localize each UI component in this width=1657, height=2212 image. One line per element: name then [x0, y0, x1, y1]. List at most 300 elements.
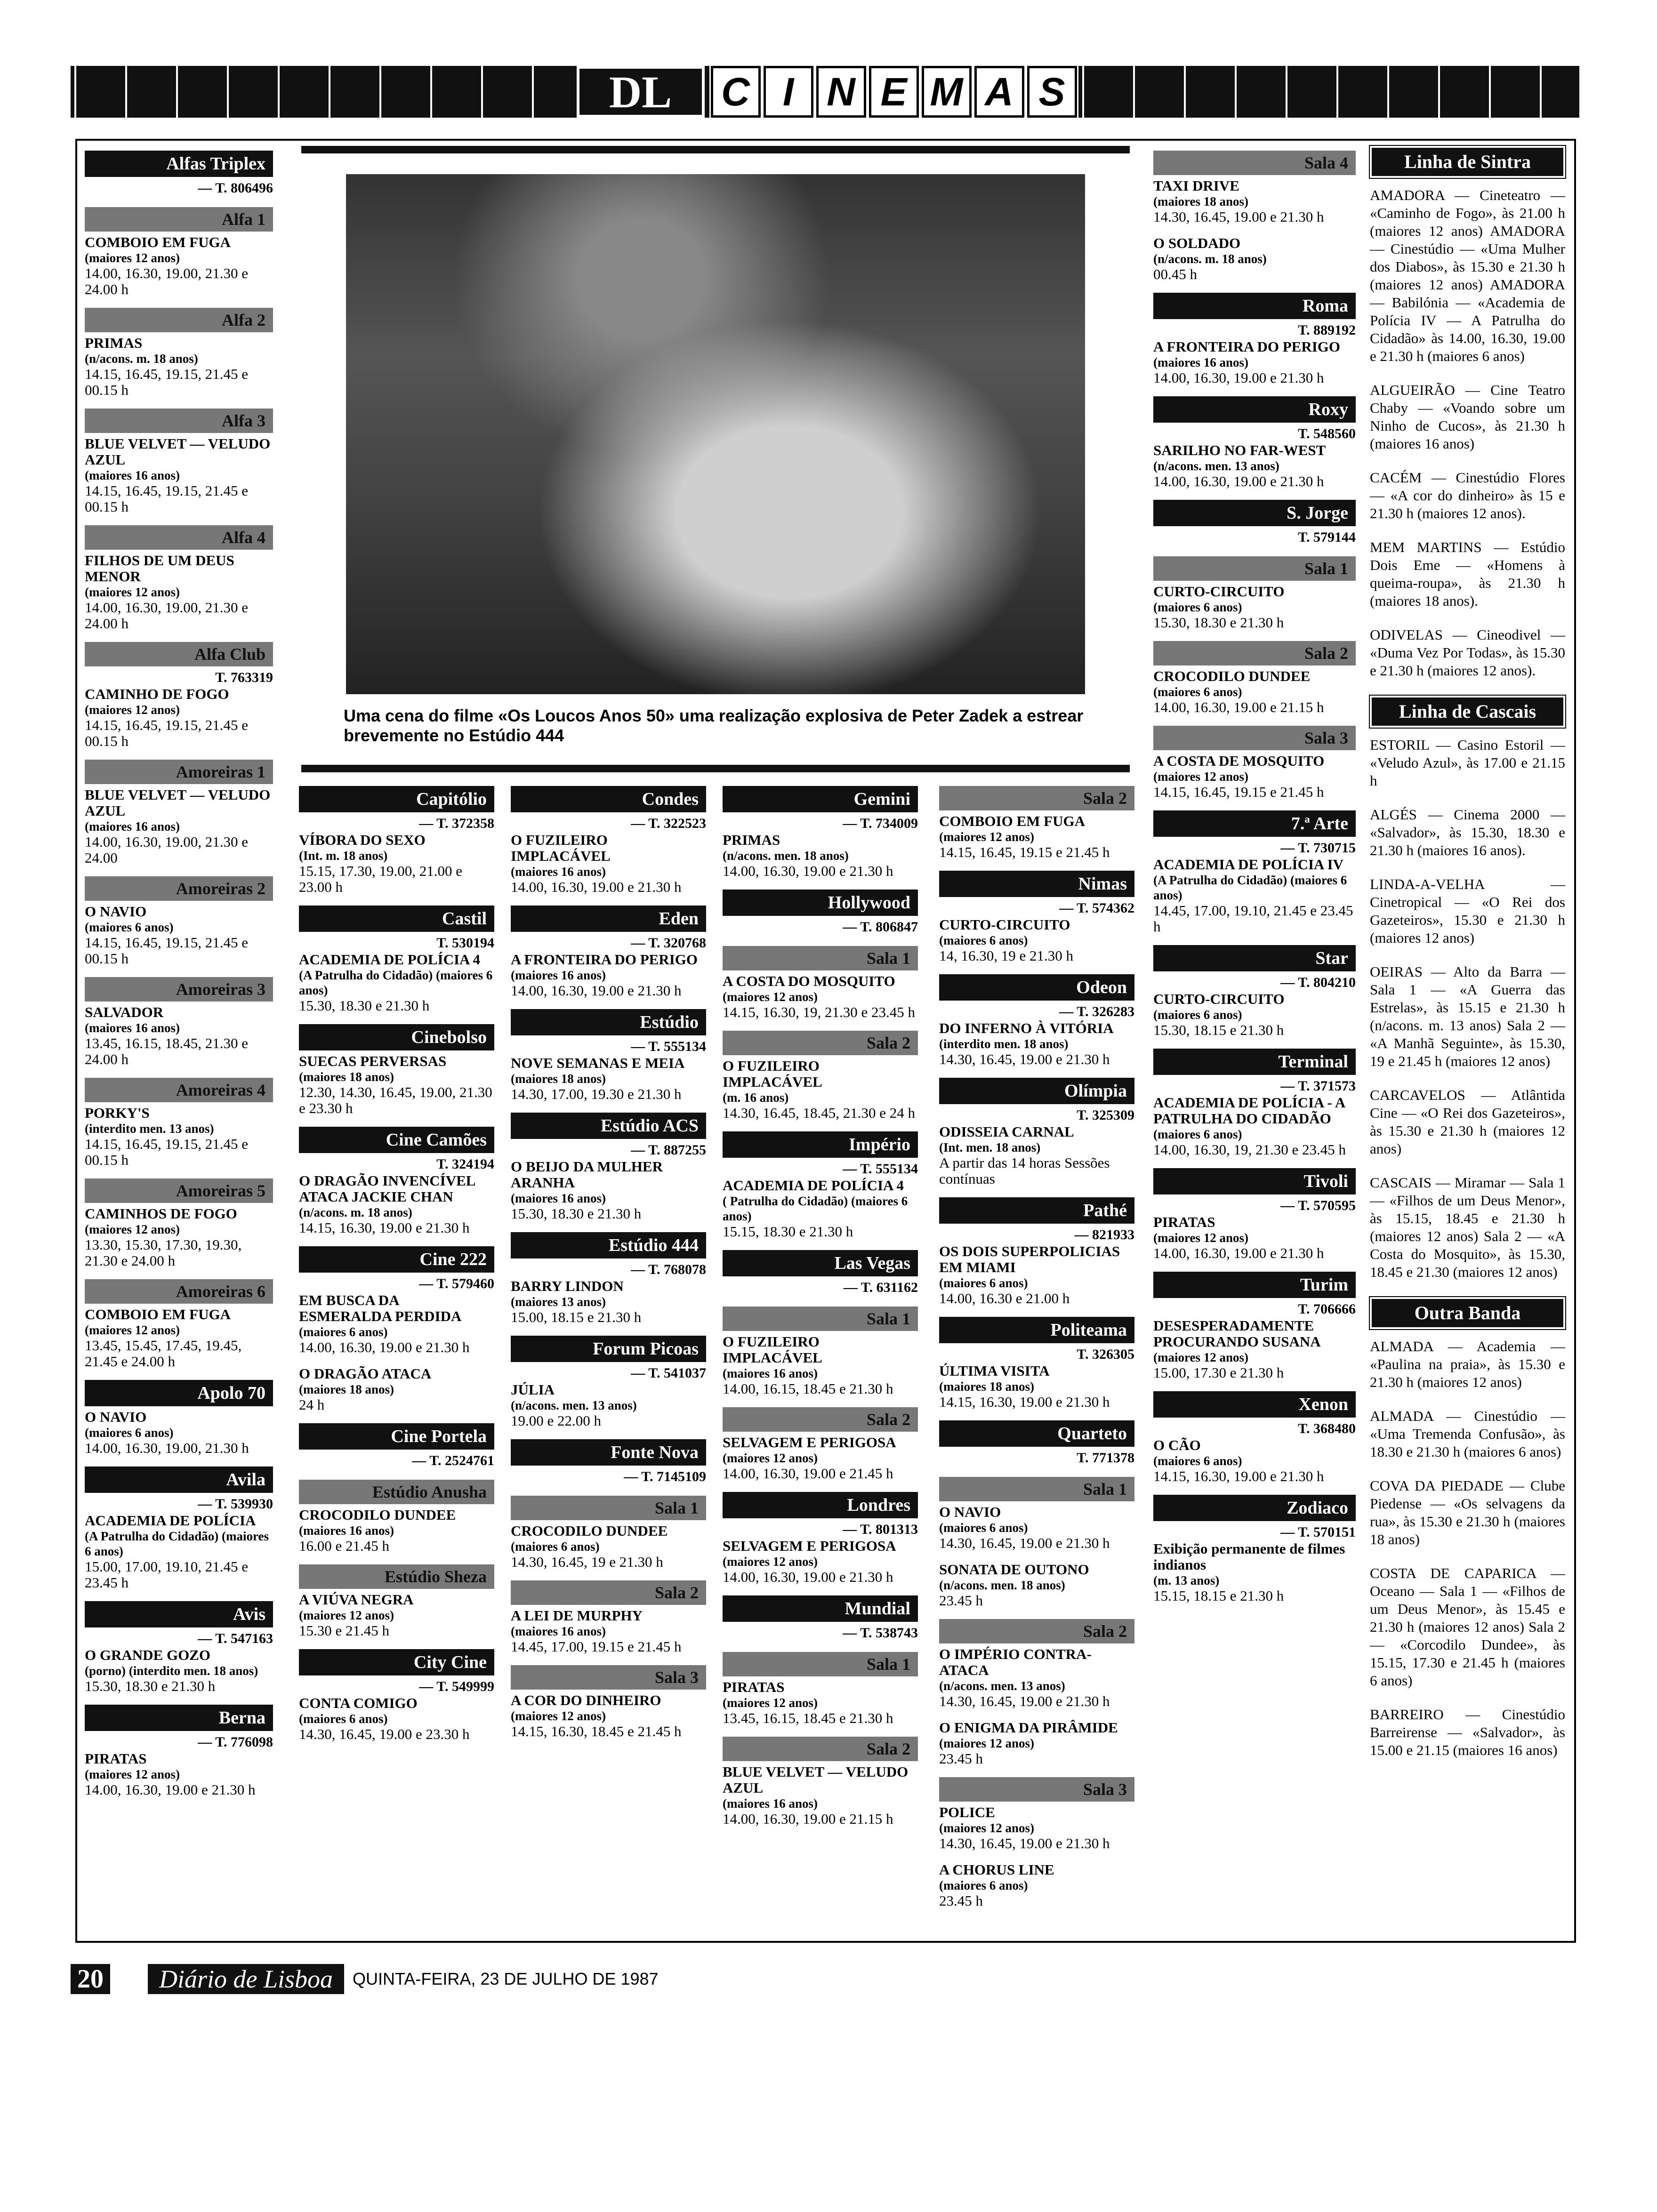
- screen-name: Sala 1: [723, 946, 918, 970]
- column-7: [1370, 146, 1565, 1775]
- regional-listing: ESTORIL — Casino Estoril — «Veludo Azul», às 17.00 e 21.15 h: [1370, 737, 1565, 789]
- cinema-listing: [1153, 1049, 1356, 1158]
- cinema-listing: [723, 1652, 918, 1726]
- phone-number: T. 548560: [1298, 426, 1356, 441]
- screen-name: Sala 4: [1153, 151, 1356, 175]
- showtimes: 14.30, 16.45, 19.00 e 21.30 h: [939, 1051, 1110, 1067]
- age-rating: (maiores 12 anos): [723, 1451, 818, 1465]
- cinema-listing: [85, 525, 273, 632]
- cinema-listing: [85, 1705, 273, 1798]
- cinema-name: Star: [1153, 945, 1356, 971]
- screen-name: Sala 1: [723, 1652, 918, 1676]
- cinema-listing: [299, 906, 494, 1014]
- cinema-listing: [299, 1127, 494, 1236]
- age-rating: (maiores 6 anos): [299, 1325, 388, 1339]
- showtimes: 00.45 h: [1153, 266, 1197, 282]
- cinema-listing: [939, 1078, 1134, 1187]
- showtimes: 14.00, 16.30, 19.00 e 21.30 h: [1153, 473, 1324, 489]
- phone-number: — T. 555134: [631, 1039, 706, 1054]
- title-letter: N: [816, 66, 866, 118]
- cinema-listing: [511, 1439, 706, 1485]
- cinema-listing: [511, 906, 706, 999]
- cinema-listing: [85, 207, 273, 297]
- screen-name: Estúdio Anusha: [299, 1480, 494, 1504]
- cinema-listing: [723, 1407, 918, 1482]
- cinema-name: Estúdio 444: [511, 1232, 706, 1258]
- cinema-listing: [511, 1496, 706, 1570]
- film-title: SARILHO NO FAR-WEST: [1153, 442, 1326, 458]
- screen-name: Amoreiras 2: [85, 876, 273, 901]
- cinema-listing: [85, 151, 273, 197]
- cinema-listing: [723, 1595, 918, 1642]
- showtimes: 14.15, 16.45, 19.15, 21.45 e 00.15 h: [85, 366, 249, 398]
- phone-number: — T. 2524761: [412, 1453, 494, 1468]
- showtimes: 14.15, 16.30, 19, 21.30 e 23.45 h: [723, 1004, 916, 1020]
- cinema-listing: [939, 786, 1134, 860]
- age-rating: (maiores 6 anos): [939, 1878, 1028, 1892]
- age-rating: (A Patrulha do Cidadão) (maiores 6 anos): [1153, 873, 1347, 902]
- age-rating: (n/acons. men. 13 anos): [511, 1398, 637, 1412]
- section-title: [709, 66, 1078, 118]
- cinema-listing: [85, 1178, 273, 1269]
- section-header: [71, 66, 1579, 118]
- cinema-name: City Cine: [299, 1649, 494, 1675]
- age-rating: (maiores 6 anos): [1153, 1127, 1242, 1141]
- cinema-listing: [511, 1009, 706, 1102]
- phone-number: — T. 570595: [1280, 1198, 1356, 1213]
- age-rating: (interdito men. 18 anos): [939, 1037, 1069, 1051]
- age-rating: (maiores 12 anos): [299, 1608, 394, 1622]
- film-title: O DRAGÃO INVENCÍVEL ATACA JACKIE CHAN: [299, 1172, 475, 1205]
- cinema-name: Londres: [723, 1492, 918, 1518]
- age-rating: (maiores 12 anos): [1153, 769, 1248, 784]
- phone-number: T. 771378: [1077, 1450, 1134, 1466]
- film-title: VÍBORA DO SEXO: [299, 832, 426, 848]
- cinema-name: Zodiaco: [1153, 1495, 1356, 1521]
- age-rating: (maiores 12 anos): [85, 1222, 180, 1236]
- film-title: O FUZILEIRO IMPLACÁVEL: [723, 1333, 822, 1366]
- cinema-listing: [1153, 500, 1356, 546]
- phone-number: — T. 570151: [1280, 1524, 1356, 1540]
- sintra-listings: [1370, 186, 1565, 680]
- film-title: A LEI DE MURPHY: [511, 1607, 643, 1624]
- cinema-name: S. Jorge: [1153, 500, 1356, 526]
- age-rating: (maiores 6 anos): [939, 1276, 1028, 1290]
- showtimes: 15.30, 18.30 e 21.30 h: [511, 1205, 642, 1222]
- title-letter: E: [869, 66, 919, 118]
- showtimes: 14.15, 16.45, 19.15, 21.45 e 00.15 h: [85, 1136, 249, 1168]
- age-rating: (maiores 6 anos): [511, 1539, 600, 1554]
- age-rating: (n/acons. men. 13 anos): [1153, 459, 1279, 473]
- screen-name: Alfa 2: [85, 308, 273, 332]
- showtimes: 14.30, 16.45, 18.45, 21.30 e 24 h: [723, 1105, 916, 1121]
- title-letter: S: [1027, 66, 1077, 118]
- screen-name: Sala 3: [511, 1665, 706, 1690]
- age-rating: (maiores 16 anos): [723, 1366, 818, 1380]
- film-title: EM BUSCA DA ESMERALDA PERDIDA: [299, 1292, 462, 1324]
- regional-listing: MEM MARTINS — Estúdio Dois Eme — «Homens à queima-roupa», às 21.30 h (maiores 18 anos).: [1370, 539, 1565, 609]
- cinema-listing: [85, 1279, 273, 1370]
- age-rating: (maiores 18 anos): [299, 1070, 394, 1084]
- film-title: CURTO-CIRCUITO: [1153, 583, 1285, 600]
- phone-number: — T. 801313: [843, 1522, 918, 1537]
- phone-number: T. 579144: [1298, 529, 1356, 545]
- header-stripes-left: [71, 66, 572, 118]
- film-title: Exibição permanente de filmes indianos: [1153, 1540, 1345, 1573]
- age-rating: (A Patrulha do Cidadão) (maiores 6 anos): [299, 968, 493, 997]
- age-rating: (maiores 12 anos): [939, 1821, 1034, 1835]
- film-title: O NAVIO: [85, 903, 147, 920]
- showtimes: 14.00, 16.30, 19.00 e 21.30 h: [511, 982, 682, 999]
- cinema-name: Apolo 70: [85, 1380, 273, 1406]
- cinema-name: Avis: [85, 1601, 273, 1627]
- showtimes: 14.15, 16.45, 19.15 e 21.45 h: [1153, 784, 1324, 800]
- screen-name: Sala 2: [511, 1580, 706, 1605]
- cinema-listing: [723, 1031, 918, 1121]
- screen-name: Alfa Club: [85, 642, 273, 666]
- film-title: POLICE: [939, 1804, 995, 1820]
- age-rating: (maiores 18 anos): [939, 1379, 1034, 1394]
- showtimes: 24 h: [299, 1396, 325, 1413]
- age-rating: (porno) (interdito men. 18 anos): [85, 1664, 258, 1678]
- phone-number: T. 706666: [1298, 1301, 1356, 1317]
- cinema-listing: [1153, 1391, 1356, 1484]
- age-rating: (maiores 13 anos): [511, 1295, 606, 1309]
- showtimes: 14.00, 16.30, 19.00 e 21.30 h: [1153, 1245, 1324, 1261]
- regional-listing: ALGUEIRÃO — Cine Teatro Chaby — «Voando sobre um Ninho de Cucos», às 21.30 h (maiores 16 anos): [1370, 382, 1565, 452]
- film-title: ODISSEIA CARNAL: [939, 1123, 1074, 1140]
- cinema-listing: [1153, 235, 1356, 282]
- showtimes: 14.00, 16.30, 19.00 e 21.15 h: [723, 1811, 893, 1827]
- film-title: PORKY'S: [85, 1105, 150, 1121]
- showtimes: 14.00, 16.30, 19.00 e 21.30 h: [723, 1569, 893, 1585]
- age-rating: (maiores 12 anos): [85, 703, 180, 717]
- cinema-name: Eden: [511, 906, 706, 932]
- showtimes: 13.45, 15.45, 17.45, 19.45, 21.45 e 24.00 h: [85, 1337, 242, 1370]
- cinema-listing: [723, 890, 918, 936]
- screen-name: Sala 1: [511, 1496, 706, 1520]
- film-title: O CÃO: [1153, 1437, 1201, 1453]
- dl-logo: DL: [577, 66, 705, 118]
- cinema-listing: [1153, 1495, 1356, 1604]
- film-title: BLUE VELVET — VELUDO AZUL: [85, 786, 271, 819]
- age-rating: (maiores 16 anos): [1153, 355, 1248, 369]
- cinema-listing: [1153, 1168, 1356, 1261]
- cinema-name: Cine Camões: [299, 1127, 494, 1153]
- showtimes: 23.45 h: [939, 1592, 983, 1609]
- phone-number: — T. 326283: [1059, 1004, 1134, 1019]
- cinema-listing: [85, 1467, 273, 1591]
- phone-number: — T. 538743: [843, 1625, 918, 1641]
- showtimes: 14.00, 16.30, 19.00 e 21.30 h: [85, 1781, 256, 1798]
- film-title: A CHORUS LINE: [939, 1861, 1054, 1878]
- cinema-name: Roma: [1153, 293, 1356, 319]
- cinema-listing: [723, 1306, 918, 1397]
- showtimes: 14.15, 16.30, 19.00 e 21.30 h: [299, 1219, 470, 1236]
- cinema-name: Cinebolso: [299, 1024, 494, 1050]
- showtimes: 15.15, 18.15 e 21.30 h: [1153, 1587, 1284, 1604]
- regional-listing: ALMADA — Cinestúdio — «Uma Tremenda Confusão», às 18.30 e 21.30 h (maiores 6 anos): [1370, 1408, 1565, 1460]
- screen-name: Amoreiras 1: [85, 760, 273, 784]
- showtimes: 14.00, 16.30, 19.00 e 21.45 h: [723, 1465, 893, 1482]
- age-rating: (maiores 12 anos): [85, 1767, 180, 1781]
- title-letter: M: [922, 66, 972, 118]
- cinema-name: Avila: [85, 1467, 273, 1493]
- showtimes: 15.30 e 21.45 h: [299, 1622, 390, 1639]
- film-title: O FUZILEIRO IMPLACÁVEL: [723, 1058, 822, 1090]
- footer-date: QUINTA-FEIRA, 23 DE JULHO DE 1987: [353, 1969, 659, 1988]
- cinema-name: Nimas: [939, 871, 1134, 897]
- phone-number: — T. 320768: [631, 935, 706, 951]
- age-rating: (maiores 12 anos): [1153, 1231, 1248, 1245]
- cinema-name: Olímpia: [939, 1078, 1134, 1104]
- showtimes: 15.00, 17.30 e 21.30 h: [1153, 1364, 1284, 1381]
- regional-listing: ODIVELAS — Cineodivel — «Duma Vez Por Todas», às 15.30 e 21.30 h (maiores 12 anos).: [1370, 626, 1565, 679]
- age-rating: (maiores 18 anos): [1153, 194, 1248, 208]
- screen-name: Amoreiras 3: [85, 977, 273, 1002]
- film-title: O NAVIO: [939, 1504, 1001, 1520]
- showtimes: 14.00, 16.30, 19.00, 21.30 e 24.00 h: [85, 599, 249, 632]
- showtimes: 23.45 h: [939, 1750, 983, 1767]
- film-title: DO INFERNO À VITÓRIA: [939, 1020, 1114, 1036]
- screen-name: Amoreiras 4: [85, 1078, 273, 1102]
- cinema-listing: [299, 1480, 494, 1554]
- showtimes: 15.00, 18.15 e 21.30 h: [511, 1309, 642, 1325]
- cinema-listing: [939, 1317, 1134, 1410]
- cinema-listing: [299, 1024, 494, 1116]
- film-title: FILHOS DE UM DEUS MENOR: [85, 552, 234, 585]
- regional-listing: COSTA DE CAPARICA — Oceano — Sala 1 — «Filhos de um Deus Menor», às 15.45 e 21.30 h (maiores 12 anos) Sala 2 — «Corcodilo Dundee», às 15.15, 17.30 e 21.45 h (maiores 6 anos): [1370, 1565, 1565, 1689]
- phone-number: — T. 730715: [1280, 840, 1356, 856]
- column-3: [511, 786, 706, 1750]
- film-title: O DRAGÃO ATACA: [299, 1365, 432, 1382]
- age-rating: (maiores 6 anos): [85, 1426, 174, 1440]
- age-rating: (maiores 12 anos): [723, 990, 818, 1004]
- cinema-listing: [1153, 945, 1356, 1038]
- phone-number: — T. 372358: [419, 816, 494, 831]
- film-title: CROCODILO DUNDEE: [1153, 668, 1311, 684]
- cinema-listing: [939, 1197, 1134, 1306]
- age-rating: (n/acons. m. 18 anos): [1153, 252, 1267, 266]
- age-rating: (maiores 12 anos): [85, 1323, 180, 1337]
- film-title: BARRY LINDON: [511, 1278, 624, 1294]
- screen-name: Sala 2: [723, 1737, 918, 1761]
- title-letter: A: [974, 66, 1024, 118]
- cinema-listing: [511, 1336, 706, 1429]
- cinema-name: Gemini: [723, 786, 918, 812]
- showtimes: 14.00, 16.30, 19.00 e 21.30 h: [723, 863, 893, 879]
- age-rating: (maiores 16 anos): [85, 819, 180, 834]
- cinema-listing: [939, 1420, 1134, 1467]
- showtimes: 14.15, 16.45, 19.15, 21.45 e 00.15 h: [85, 482, 249, 515]
- showtimes: 14.30, 16.45, 19.00 e 21.30 h: [939, 1535, 1110, 1551]
- showtimes: 16.00 e 21.45 h: [299, 1538, 390, 1554]
- film-title: O BEIJO DA MULHER ARANHA: [511, 1158, 663, 1191]
- age-rating: (n/acons. men. 18 anos): [939, 1578, 1065, 1592]
- screen-name: Alfa 3: [85, 409, 273, 433]
- cinema-listing: [85, 1380, 273, 1456]
- linha-de-cascais-heading: Linha de Cascais: [1370, 696, 1565, 728]
- age-rating: (maiores 12 anos): [85, 251, 180, 265]
- age-rating: (m. 16 anos): [723, 1090, 789, 1105]
- film-title: O SOLDADO: [1153, 235, 1241, 251]
- cinema-listing: [723, 1492, 918, 1585]
- showtimes: 13.45, 16.15, 18.45 e 21.30 h: [723, 1710, 893, 1726]
- film-title: A COSTA DO MOSQUITO: [723, 973, 895, 989]
- header-stripes-right: [1078, 66, 1580, 118]
- outra-banda-heading: Outra Banda: [1370, 1297, 1565, 1329]
- showtimes: 23.45 h: [939, 1892, 983, 1909]
- age-rating: (maiores 18 anos): [299, 1382, 394, 1396]
- age-rating: (maiores 16 anos): [299, 1523, 394, 1538]
- phone-number: — T. 7145109: [624, 1469, 706, 1484]
- showtimes: 12.30, 14.30, 16.45, 19.00, 21.30 e 23.30 h: [299, 1084, 492, 1116]
- showtimes: 19.00 e 22.00 h: [511, 1412, 602, 1429]
- film-title: NOVE SEMANAS E MEIA: [511, 1055, 685, 1071]
- film-title: COMBOIO EM FUGA: [85, 234, 231, 250]
- film-title: CAMINHOS DE FOGO: [85, 1205, 237, 1222]
- cinema-listing: [85, 760, 273, 866]
- showtimes: 14, 16.30, 19 e 21.30 h: [939, 947, 1074, 964]
- screen-name: Sala 2: [723, 1031, 918, 1055]
- cinema-name: Alfas Triplex: [85, 151, 273, 177]
- age-rating: (maiores 6 anos): [939, 1521, 1028, 1535]
- column-4: [723, 786, 918, 1837]
- age-rating: (maiores 6 anos): [299, 1712, 388, 1726]
- age-rating: (n/acons. m. 18 anos): [85, 352, 198, 366]
- screen-name: Estúdio Sheza: [299, 1564, 494, 1589]
- age-rating: (maiores 16 anos): [723, 1796, 818, 1811]
- showtimes: 14.00, 16.30, 19.00 e 21.15 h: [1153, 699, 1324, 715]
- showtimes: 14.30, 16.45, 19.00 e 21.30 h: [939, 1693, 1110, 1709]
- cinema-listing: [939, 1477, 1134, 1551]
- phone-number: — T. 806496: [198, 180, 273, 196]
- age-rating: (maiores 16 anos): [511, 968, 606, 982]
- phone-number: T. 324194: [436, 1156, 494, 1172]
- age-rating: (Int. m. 18 anos): [299, 849, 388, 863]
- showtimes: 14.15, 16.45, 19.15, 21.45 e 00.15 h: [85, 717, 249, 749]
- cinema-listing: [511, 1665, 706, 1739]
- showtimes: 14.00, 16.30, 19.00, 21.30 e 24.00 h: [85, 265, 249, 297]
- film-title: A FRONTEIRA DO PERIGO: [511, 951, 698, 968]
- film-title: SALVADOR: [85, 1004, 164, 1020]
- cinema-name: Castil: [299, 906, 494, 932]
- showtimes: 14.00, 16.30, 19.00, 21.30 h: [85, 1440, 249, 1456]
- showtimes: 15.00, 17.00, 19.10, 21.45 e 23.45 h: [85, 1558, 249, 1591]
- phone-number: T. 368480: [1298, 1421, 1356, 1436]
- photo-rule-bottom: [301, 765, 1130, 772]
- film-title: PIRATAS: [1153, 1214, 1215, 1230]
- showtimes: 14.15, 16.45, 19.15 e 21.45 h: [939, 844, 1110, 860]
- cinema-listing: [1153, 396, 1356, 489]
- cinema-name: Mundial: [723, 1595, 918, 1622]
- film-title: ACADEMIA DE POLÍCIA - A PATRULHA DO CIDADÃO: [1153, 1094, 1345, 1127]
- age-rating: (maiores 6 anos): [1153, 600, 1242, 614]
- cinema-name: Tivoli: [1153, 1168, 1356, 1194]
- film-title: SELVAGEM E PERIGOSA: [723, 1538, 896, 1554]
- age-rating: (maiores 12 anos): [85, 585, 180, 599]
- regional-listing: ALGÉS — Cinema 2000 — «Salvador», às 15.30, 18.30 e 21.30 h (maiores 16 anos).: [1370, 806, 1565, 858]
- cinema-listing: [1153, 810, 1356, 935]
- showtimes: 14.00, 16.30, 19.00 e 21.30 h: [1153, 369, 1324, 386]
- showtimes: 14.15, 16.45, 19.15, 21.45 e 00.15 h: [85, 934, 249, 967]
- cinema-listing: [1153, 556, 1356, 631]
- cinema-listing: [511, 786, 706, 895]
- film-title: CROCODILO DUNDEE: [511, 1523, 668, 1539]
- showtimes: 13.30, 15.30, 17.30, 19.30, 21.30 e 24.00 h: [85, 1236, 242, 1269]
- cinema-listing: [85, 308, 273, 398]
- age-rating: (m. 13 anos): [1153, 1573, 1220, 1587]
- cinema-name: Capitólio: [299, 786, 494, 812]
- cinema-listing: [511, 1232, 706, 1325]
- showtimes: 14.00, 16.30 e 21.00 h: [939, 1290, 1070, 1306]
- cinema-listing: [939, 1619, 1134, 1709]
- age-rating: (maiores 16 anos): [511, 1624, 606, 1638]
- column-6: [1153, 151, 1356, 1614]
- cinema-listing: [85, 977, 273, 1067]
- cinema-listing: [85, 876, 273, 967]
- phone-number: T. 763319: [215, 670, 273, 685]
- cinema-listing: [85, 409, 273, 515]
- age-rating: (Int. men. 18 anos): [939, 1140, 1041, 1154]
- phone-number: — T. 887255: [631, 1142, 706, 1158]
- age-rating: (n/acons. m. 18 anos): [299, 1205, 412, 1219]
- cinema-listing: [299, 1423, 494, 1469]
- screen-name: Alfa 4: [85, 525, 273, 550]
- cinema-listing: [939, 1720, 1134, 1767]
- cinema-listing: [1153, 293, 1356, 386]
- showtimes: 14.00, 16.15, 18.45 e 21.30 h: [723, 1380, 893, 1397]
- age-rating: (maiores 12 anos): [723, 1555, 818, 1569]
- film-title: COMBOIO EM FUGA: [85, 1306, 231, 1322]
- cinema-listing: [299, 786, 494, 895]
- phone-number: — T. 371573: [1280, 1078, 1356, 1094]
- phone-number: — T. 322523: [631, 816, 706, 831]
- cinema-listing: [723, 1250, 918, 1296]
- showtimes: 14.30, 16.45, 19.00 e 21.30 h: [939, 1835, 1110, 1851]
- phone-number: — T. 806847: [843, 919, 918, 935]
- age-rating: (maiores 12 anos): [1153, 1350, 1248, 1364]
- film-title: OS DOIS SUPERPOLICIAS EM MIAMI: [939, 1243, 1120, 1275]
- cinema-listing: [939, 1777, 1134, 1851]
- regional-listing: OEIRAS — Alto da Barra — Sala 1 — «A Guerra das Estrelas», às 15.15 e 21.30 h (n/acons. m. 13 anos) Sala 2 — «A Manhã Seguinte», às 15.30, 19 e 21.45 h (maiores 12 anos): [1370, 963, 1565, 1069]
- phone-number: — T. 776098: [198, 1734, 273, 1750]
- film-title: A COR DO DINHEIRO: [511, 1692, 661, 1708]
- phone-number: — T. 539930: [198, 1496, 273, 1512]
- regional-listing: CACÉM — Cinestúdio Flores — «A cor do dinheiro» às 15 e 21.30 h (maiores 12 anos).: [1370, 469, 1565, 521]
- showtimes: 14.00, 16.30, 19, 21.30 e 23.45 h: [1153, 1141, 1346, 1158]
- showtimes: 15.30, 18.15 e 21.30 h: [1153, 1022, 1284, 1038]
- screen-name: Sala 2: [1153, 641, 1356, 665]
- cinema-listing: [939, 871, 1134, 964]
- page-number: 20: [71, 1964, 110, 1994]
- showtimes: 14.00, 16.30, 19.00, 21.30 e 24.00: [85, 834, 249, 866]
- age-rating: (maiores 12 anos): [939, 830, 1034, 844]
- cinema-name: Estúdio ACS: [511, 1113, 706, 1139]
- film-title: ACADEMIA DE POLÍCIA 4: [299, 951, 480, 968]
- showtimes: 15.30, 18.30 e 21.30 h: [85, 1678, 216, 1694]
- cinema-name: Roxy: [1153, 396, 1356, 423]
- film-title: ACADEMIA DE POLÍCIA IV: [1153, 856, 1343, 873]
- film-title: CAMINHO DE FOGO: [85, 686, 229, 702]
- film-title: O NAVIO: [85, 1409, 147, 1425]
- showtimes: 14.00, 16.30, 19.00 e 21.30 h: [299, 1339, 470, 1355]
- column-1: [85, 151, 273, 1808]
- showtimes: 15.30, 18.30 e 21.30 h: [1153, 614, 1284, 631]
- phone-number: — T. 547163: [198, 1631, 273, 1646]
- regional-listing: CARCAVELOS — Atlântida Cine — «O Rei dos Gazeteiros», às 15.30 e 21.30 h (maiores 12 anos): [1370, 1087, 1565, 1157]
- showtimes: 14.30, 16.45, 19.00 e 21.30 h: [1153, 208, 1324, 225]
